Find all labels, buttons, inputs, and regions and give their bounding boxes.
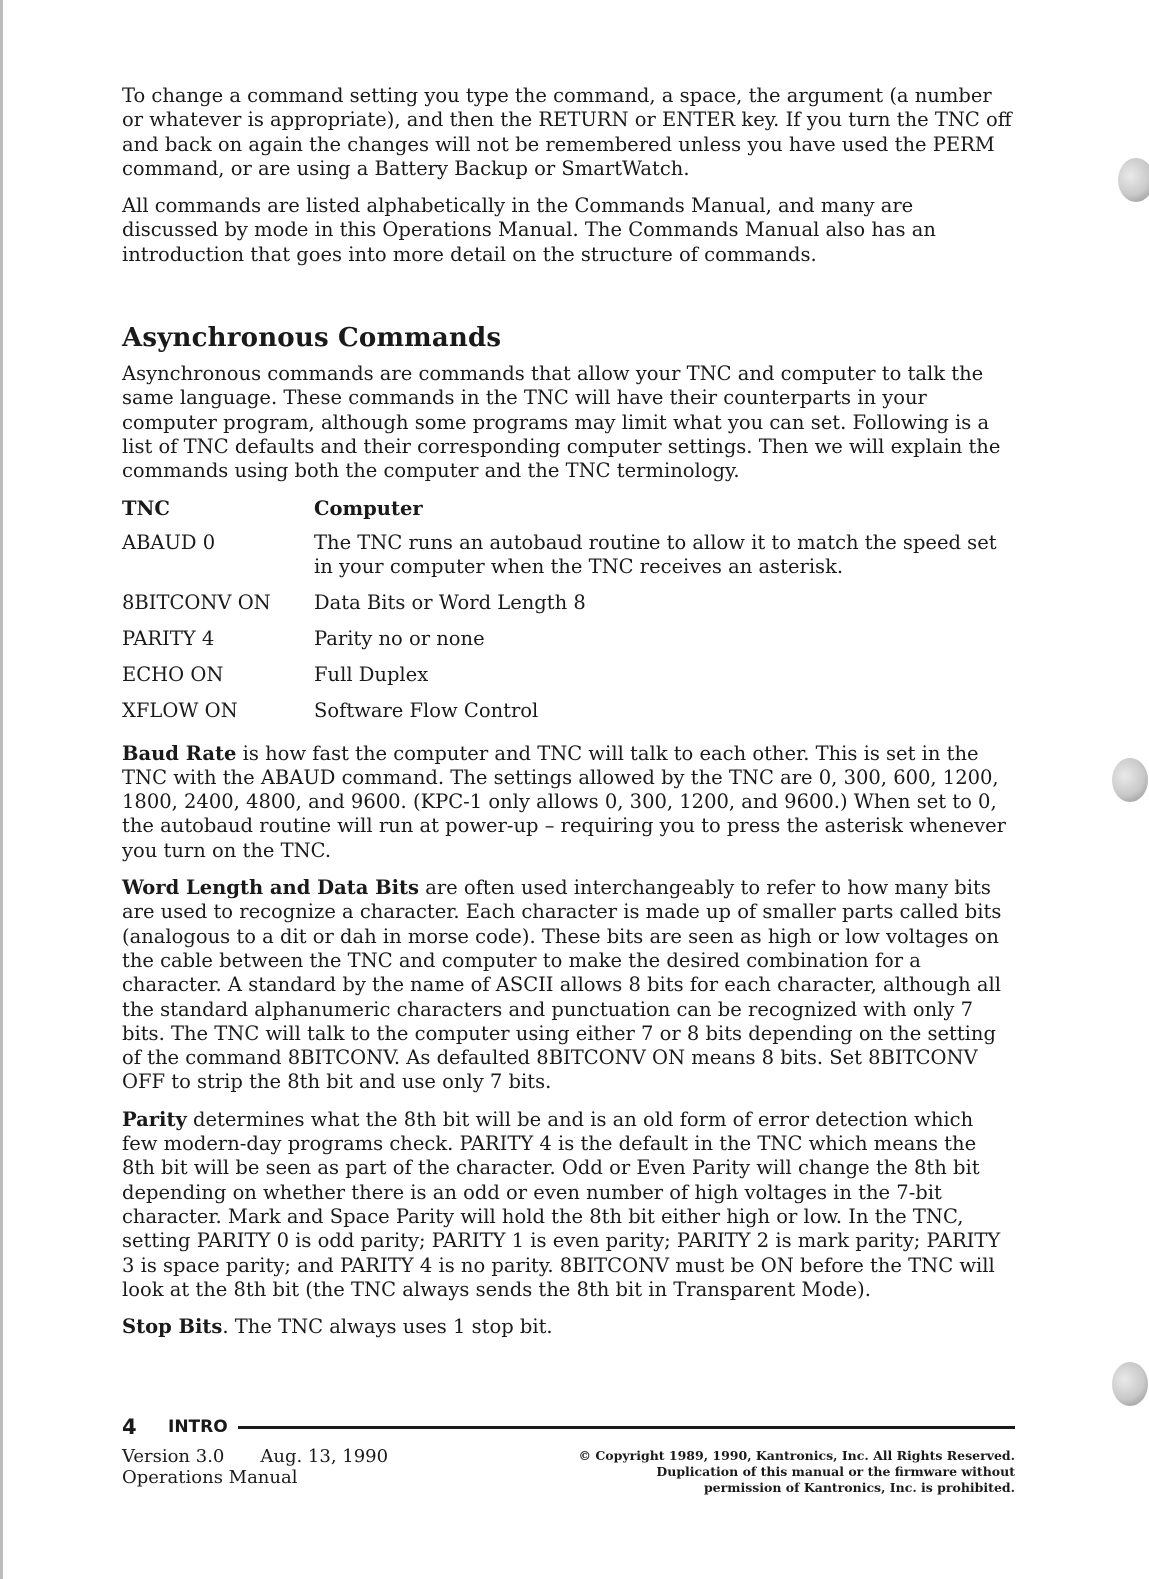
baud-rate-text: is how fast the computer and TNC will talk to each other. This is set in the TNC with the ABAUD command. The settings allowed by the TNC are 0, 300, 600, 1200, 1800, 2400, 4800, and 9600. (KPC-1 only allows 0, 300, 1200, and 9600.) When set to 0, the autobaud routine will run at power-up – requiring you to press the asterisk whenever you turn on the TNC. (122, 741, 1006, 862)
footer-rule (238, 1426, 1015, 1429)
scan-edge (0, 0, 3, 1579)
section-heading: Asynchronous Commands (122, 323, 502, 354)
table-cell-tnc: PARITY 4 (122, 626, 215, 650)
footer-copyright (578, 1446, 1015, 1496)
section-label: INTRO (168, 1417, 228, 1437)
table-cell-computer: The TNC runs an autobaud routine to allow it to match the speed set in your computer when the TNC receives an asterisk. (314, 530, 997, 578)
punch-hole-top (1118, 158, 1149, 202)
page-number: 4 (122, 1415, 137, 1439)
table-cell-computer: Software Flow Control (314, 698, 539, 722)
footer-date: Aug. 13, 1990 (260, 1446, 389, 1467)
table-header-row (122, 497, 1012, 531)
stop-bits-text: . The TNC always uses 1 stop bit. (222, 1315, 553, 1339)
table-cell-tnc: XFLOW ON (122, 698, 238, 722)
copyright-line-3: permission of Kantronics, Inc. is prohibited. (703, 1480, 1015, 1495)
word-length-term: Word Length and Data Bits (122, 876, 420, 900)
stop-bits-paragraph (122, 1315, 1012, 1339)
word-length-text: are often used interchangeably to refer to how many bits are used to recognize a character. Each character is made up of smaller parts called bits (analogous to a dit or dah in morse code). These bits are seen as high or low voltages on the cable between the TNC and computer to make the desired combination for a character. A standard by the name of ASCII allows 8 bits for each character, although all the standard alphanumeric characters and punctuation can be recognized with only 7 bits. The TNC will talk to the computer using either 7 or 8 bits depending on the setting of the command 8BITCONV. As defaulted 8BITCONV ON means 8 bits. Set 8BITCONV OFF to strip the 8th bit and use only 7 bits. (122, 876, 1002, 1094)
table-cell-tnc: ECHO ON (122, 662, 224, 686)
baud-rate-term: Baud Rate (122, 741, 237, 765)
table-cell-computer: Data Bits or Word Length 8 (314, 590, 586, 614)
intro-paragraph-2: All commands are listed alphabetically in the Commands Manual, and many are discussed by mode in this Operations Manual. The Commands Manual also has an introduction that goes into more detail on the structure of commands. (122, 194, 936, 266)
table-row (122, 663, 1012, 699)
parity-term: Parity (122, 1107, 187, 1131)
table-row (122, 591, 1012, 627)
copyright-line-2: Duplication of this manual or the firmware without (656, 1464, 1015, 1479)
page-footer (122, 1414, 1015, 1496)
copyright-line-1: © Copyright 1989, 1990, Kantronics, Inc. All Rights Reserved. (578, 1448, 1015, 1463)
footer-manual: Operations Manual (122, 1467, 298, 1488)
punch-hole-bottom (1112, 1362, 1148, 1406)
footer-rule-row (122, 1414, 1015, 1440)
table-cell-computer: Full Duplex (314, 662, 429, 686)
table-cell-tnc: ABAUD 0 (122, 530, 216, 554)
table-header-computer: Computer (314, 496, 423, 520)
footer-columns (122, 1446, 1015, 1496)
table-header-tnc: TNC (122, 496, 170, 520)
footer-version: Version 3.0 (122, 1446, 225, 1467)
page-body (122, 84, 1012, 1352)
table-cell-computer: Parity no or none (314, 626, 485, 650)
intro-paragraph-1: To change a command setting you type the command, a space, the argument (a number or whatever is appropriate), and then the RETURN or ENTER key. If you turn the TNC off and back on again the changes will not be remembered unless you have used the PERM command, or are using a Battery Backup or SmartWatch. (122, 84, 1012, 180)
word-length-paragraph (122, 876, 1012, 1095)
stop-bits-term: Stop Bits (122, 1315, 223, 1339)
defaults-table (122, 497, 1012, 735)
table-row (122, 531, 1012, 591)
footer-version-block (122, 1446, 388, 1496)
table-row (122, 627, 1012, 663)
async-paragraph: Asynchronous commands are commands that allow your TNC and computer to talk the same language. These commands in the TNC will have their counterparts in your computer program, although some programs may limit what you can set. Following is a list of TNC defaults and their corresponding computer settings. Then we will explain the commands using both the computer and the TNC terminology. (122, 362, 1001, 483)
baud-rate-paragraph (122, 742, 1012, 863)
table-row (122, 699, 1012, 735)
table-cell-tnc: 8BITCONV ON (122, 590, 271, 614)
parity-paragraph (122, 1108, 1012, 1302)
punch-hole-middle (1112, 758, 1148, 802)
parity-text: determines what the 8th bit will be and is an old form of error detection which few modern-day programs check. PARITY 4 is the default in the TNC which means the 8th bit will be seen as part of the character. Odd or Even Parity will change the 8th bit depending on whether there is an odd or even number of high voltages in the 7-bit character. Mark and Space Parity will hold the 8th bit either high or low. In the TNC, setting PARITY 0 is odd parity; PARITY 1 is even parity; PARITY 2 is mark parity; PARITY 3 is space parity; and PARITY 4 is no parity. 8BITCONV must be ON before the TNC will look at the 8th bit (the TNC always sends the 8th bit in Transparent Mode). (122, 1107, 1001, 1301)
